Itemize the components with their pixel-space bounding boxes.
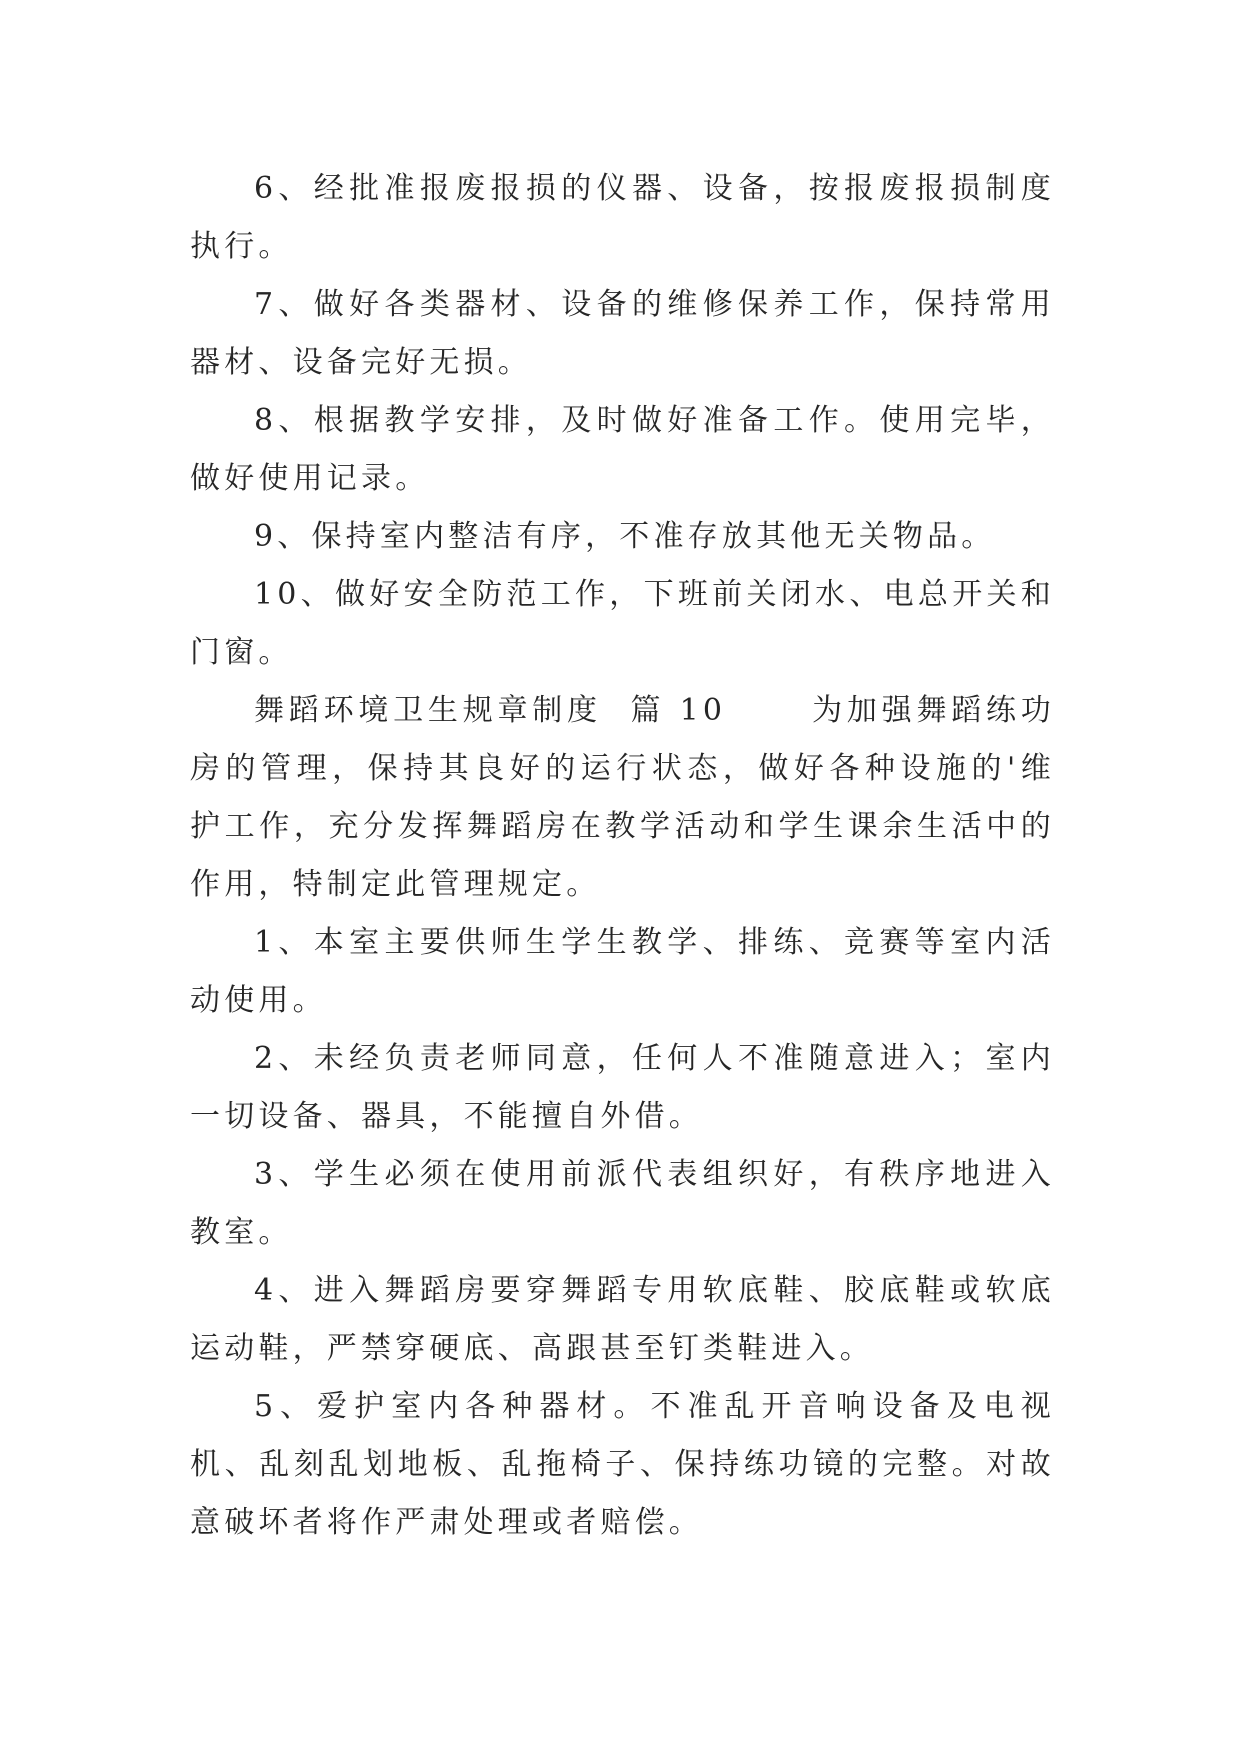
paragraph-item-6: 6、经批准报废报损的仪器、设备，按报废报损制度执行。 xyxy=(190,171,1055,264)
paragraph-item-10: 10、做好安全防范工作，下班前关闭水、电总开关和门窗。 xyxy=(190,577,1055,670)
rule-item-5: 5、爱护室内各种器材。不准乱开音响设备及电视机、乱刻乱划地板、乱拖椅子、保持练功镜的完整。对故意破坏者将作严肃处理或者赔偿。 xyxy=(190,1389,1055,1540)
paragraph-item-9: 9、保持室内整洁有序，不准存放其他无关物品。 xyxy=(254,519,996,554)
section-intro-paragraph xyxy=(190,682,1055,914)
paragraph-item-8: 8、根据教学安排，及时做好准备工作。使用完毕，做好使用记录。 xyxy=(190,403,1055,496)
section-heading: 舞蹈环境卫生规章制度 篇 10 xyxy=(254,693,813,728)
section-intro-text: 为加强舞蹈练功房的管理，保持其良好的运行状态，做好各种设施的'维护工作，充分发挥舞蹈房在教学活动和学生课余生活中的作用，特制定此管理规定。 xyxy=(190,693,1055,902)
rule-item-3: 3、学生必须在使用前派代表组织好，有秩序地进入教室。 xyxy=(190,1157,1055,1250)
rule-item-4: 4、进入舞蹈房要穿舞蹈专用软底鞋、胶底鞋或软底运动鞋，严禁穿硬底、高跟甚至钉类鞋进入。 xyxy=(190,1273,1055,1366)
document-body xyxy=(190,160,1055,1552)
paragraph-item-7: 7、做好各类器材、设备的维修保养工作，保持常用器材、设备完好无损。 xyxy=(190,287,1055,380)
rule-item-1: 1、本室主要供师生学生教学、排练、竞赛等室内活动使用。 xyxy=(190,925,1055,1018)
rule-item-2: 2、未经负责老师同意，任何人不准随意进入；室内一切设备、器具，不能擅自外借。 xyxy=(190,1041,1055,1134)
